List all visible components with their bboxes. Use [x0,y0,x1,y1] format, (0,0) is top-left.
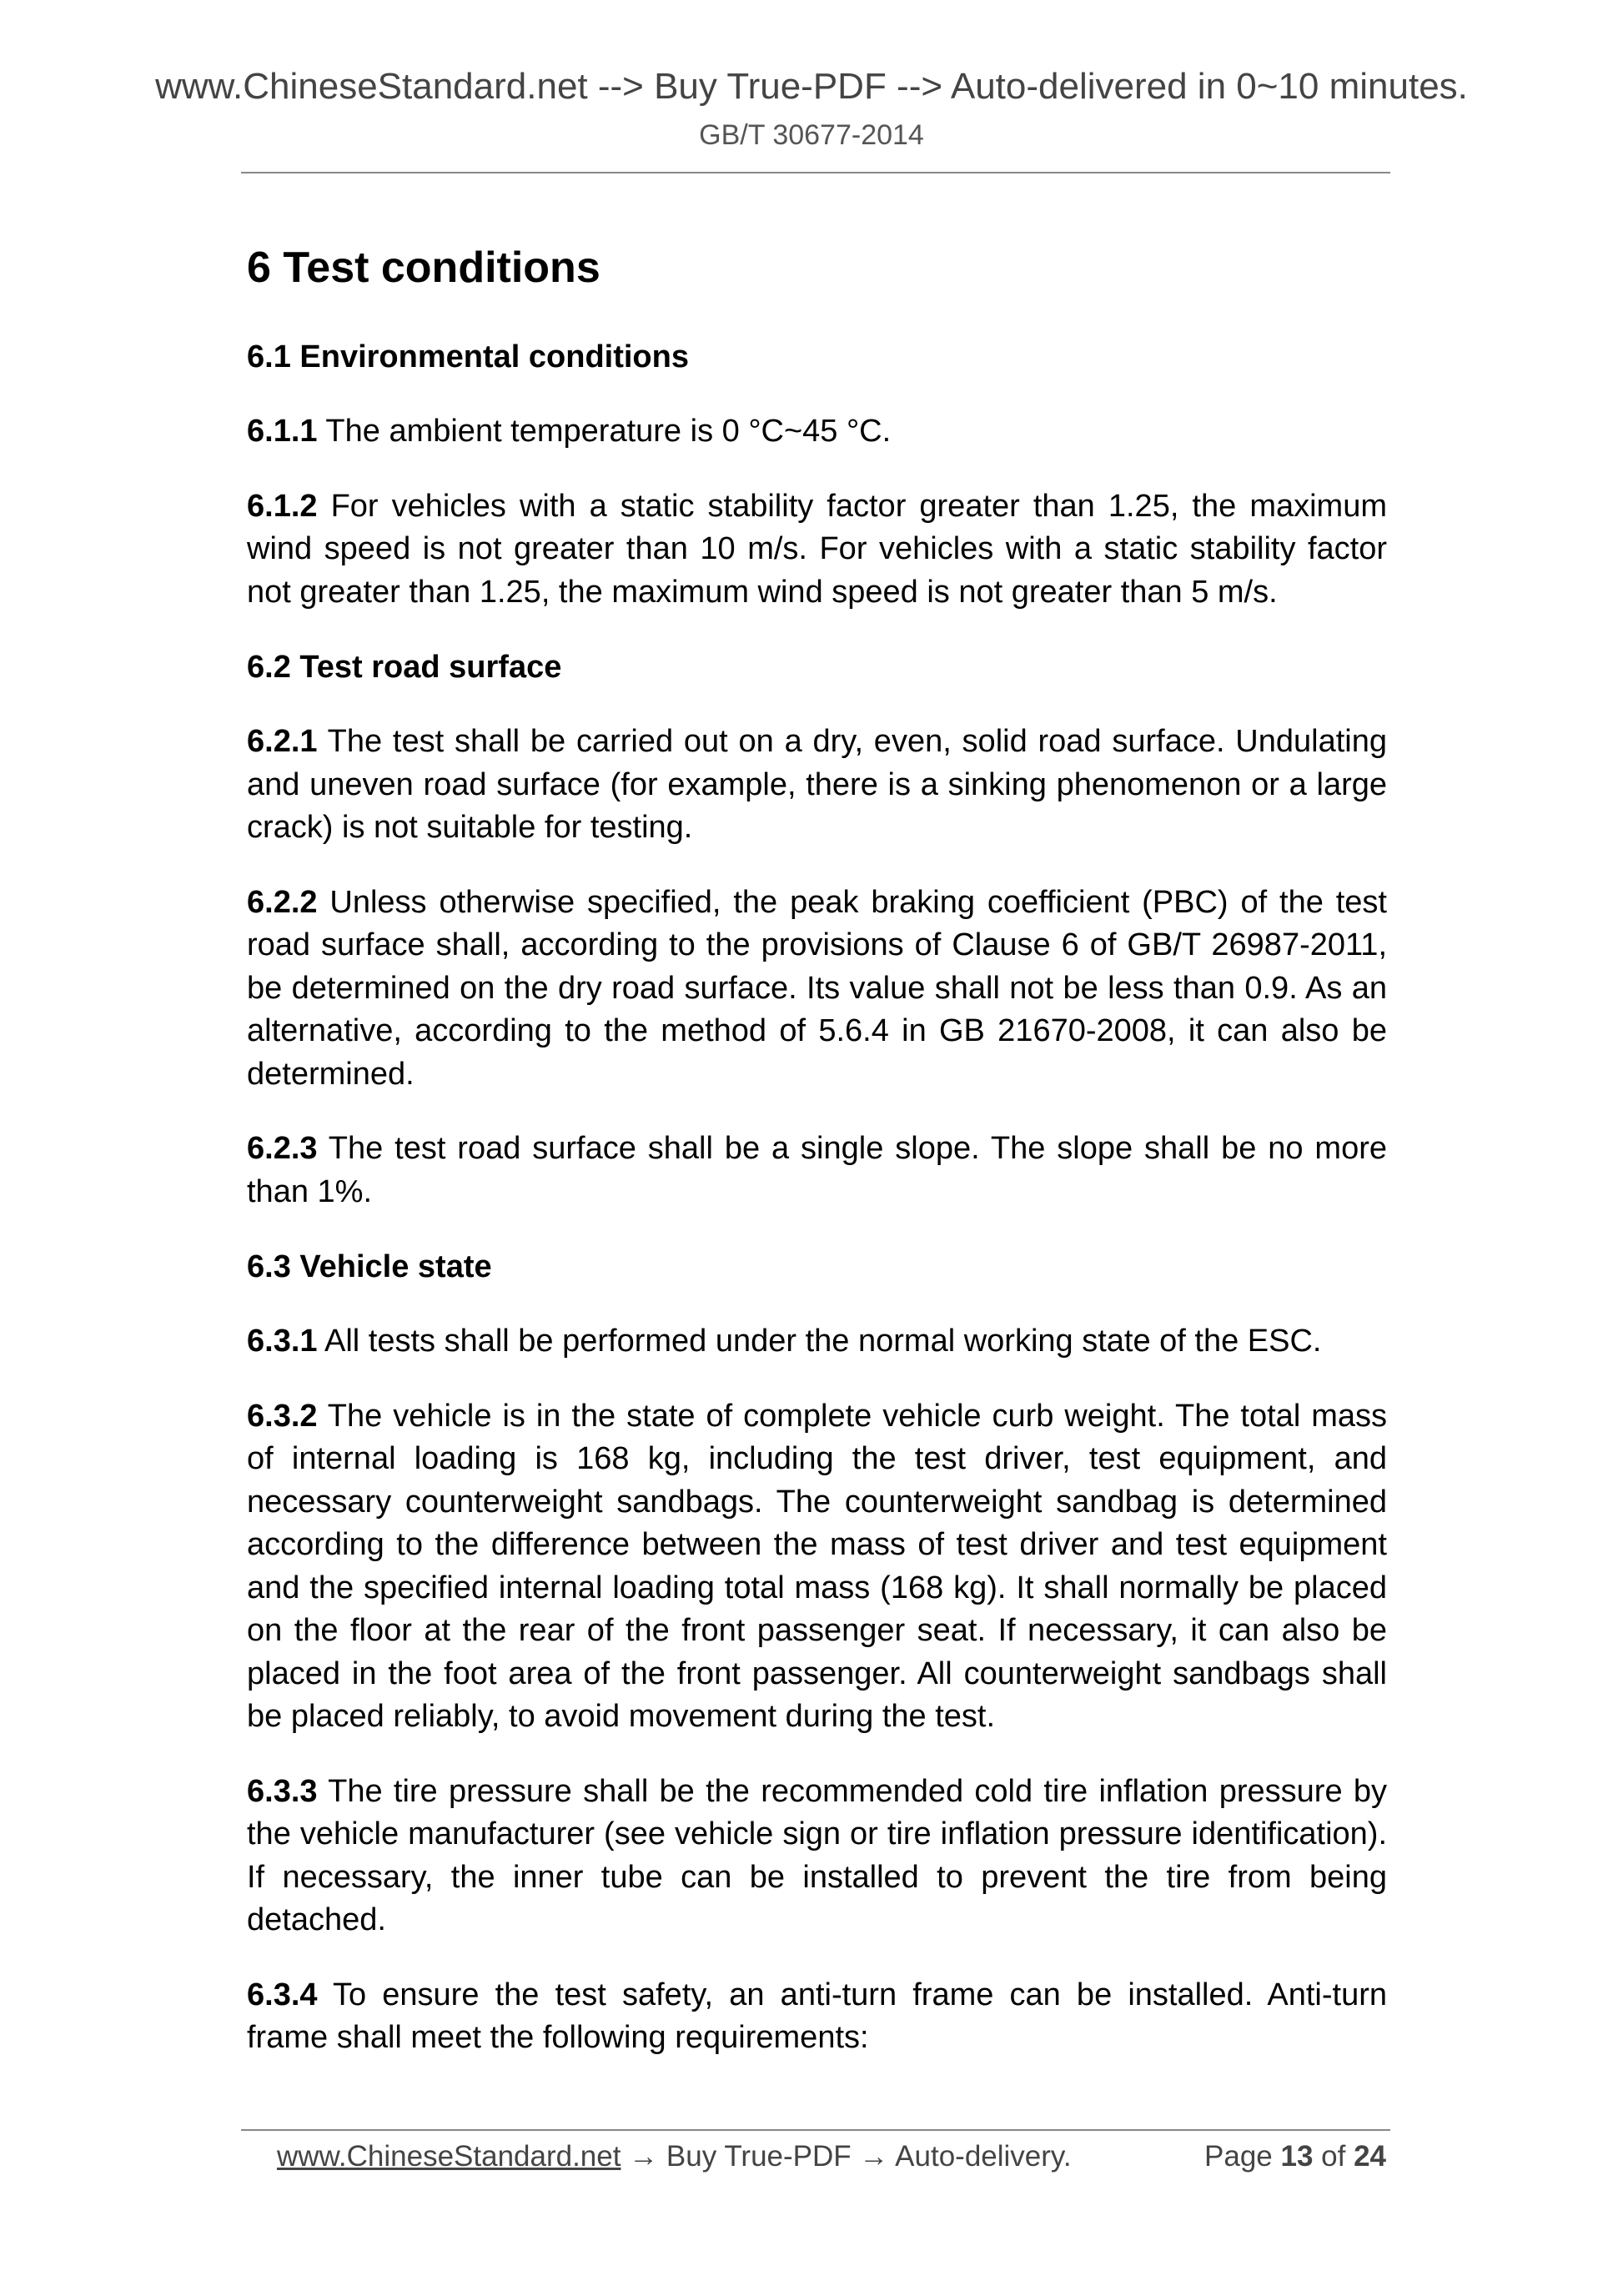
paragraph-6-2-2 [247,882,1387,1097]
clause-number: 6.2.3 [247,1131,318,1166]
clause-text: The vehicle is in the state of complete vehicle curb weight. The total mass of internal loading is 168 kg, including the test driver, test equipment, and necessary counterweight sandbags. The counterweight sandbag is determined according to the difference between the mass of test driver and test equipment and the specified internal loading total mass (168 kg). It shall normally be placed on the floor at the rear of the front passenger seat. If necessary, it can also be placed in the foot area of the front passenger. All counterweight sandbags shall be placed reliably, to avoid movement during the test. [247,1398,1387,1734]
clause-number: 6.3.3 [247,1773,318,1809]
page-label: Page [1204,2140,1281,2173]
section-title-6-1: 6.1 Environmental conditions [247,339,689,374]
clause-text: Unless otherwise specified, the peak braking coefficient (PBC) of the test road surface shall, according to the provisions of Clause 6 of GB/T 26987-2011, be determined on the dry road surface. Its value shall not be less than 0.9. As an alternative, according to the method of 5.6.4 in GB 21670-2008, it can also be determined. [247,884,1387,1092]
clause-number: 6.1.1 [247,414,318,449]
clause-text: To ensure the test safety, an anti-turn frame can be installed. Anti-turn frame shall meet the following requirements: [247,1977,1387,2055]
clause-number: 6.1.2 [247,488,318,524]
clause-text: The tire pressure shall be the recommended cold tire inflation pressure by the vehicle manufacturer (see vehicle sign or tire inflation pressure identification). If necessary, the inner tube can be installed to prevent the tire from being detached. [247,1773,1387,1937]
header-divider [241,172,1390,173]
clause-text: For vehicles with a static stability factor greater than 1.25, the maximum wind speed is not greater than 10 m/s. For vehicles with a static stability factor not greater than 1.25, the maximum wind speed is not greater than 5 m/s. [247,488,1387,610]
page-footer [277,2137,1386,2177]
paragraph-6-2-1 [247,721,1387,850]
paragraph-6-1-2 [247,485,1387,615]
chapter-title: 6 Test conditions [247,244,600,292]
arrow-right-icon: → [629,2140,659,2173]
clause-text: The ambient temperature is 0 °C~45 °C. [317,414,892,449]
paragraph-6-3-3 [247,1771,1387,1942]
page-content [247,239,1387,2092]
clause-number: 6.2.1 [247,724,318,759]
clause-text: The test shall be carried out on a dry, even, solid road surface. Undulating and uneven road surface (for example, there is a sinking phenomenon or a large crack) is not suitable for testing. [247,724,1387,845]
footer-delivery-text: Auto-delivery. [888,2140,1072,2173]
footer-divider [241,2129,1390,2131]
paragraph-6-1-1 [247,410,1387,454]
section-title-6-3: 6.3 Vehicle state [247,1249,492,1284]
paragraph-6-2-3 [247,1128,1387,1213]
document-code: GB/T 30677-2014 [699,119,924,151]
footer-buy-text: Buy True-PDF [658,2140,860,2173]
section-title-6-2: 6.2 Test road surface [247,650,562,685]
clause-text: The test road surface shall be a single slope. The slope shall be no more than 1%. [247,1131,1387,1209]
clause-number: 6.2.2 [247,884,318,920]
clause-number: 6.3.2 [247,1398,318,1434]
page-current: 13 [1280,2140,1314,2173]
page-number [1204,2137,1386,2177]
arrow-right-icon: → [859,2140,889,2173]
of-label: of [1313,2140,1354,2173]
clause-number: 6.3.1 [247,1324,318,1359]
paragraph-6-3-4 [247,1974,1387,2060]
header-banner: www.ChineseStandard.net --> Buy True-PDF --> Auto-delivered in 0~10 minutes. [155,66,1468,107]
page-total: 24 [1354,2140,1386,2173]
paragraph-6-3-1 [247,1320,1387,1364]
footer-site-link[interactable]: www.ChineseStandard.net [277,2140,621,2173]
clause-text: All tests shall be performed under the normal working state of the ESC. [317,1324,1322,1359]
clause-number: 6.3.4 [247,1977,318,2012]
paragraph-6-3-2 [247,1395,1387,1739]
